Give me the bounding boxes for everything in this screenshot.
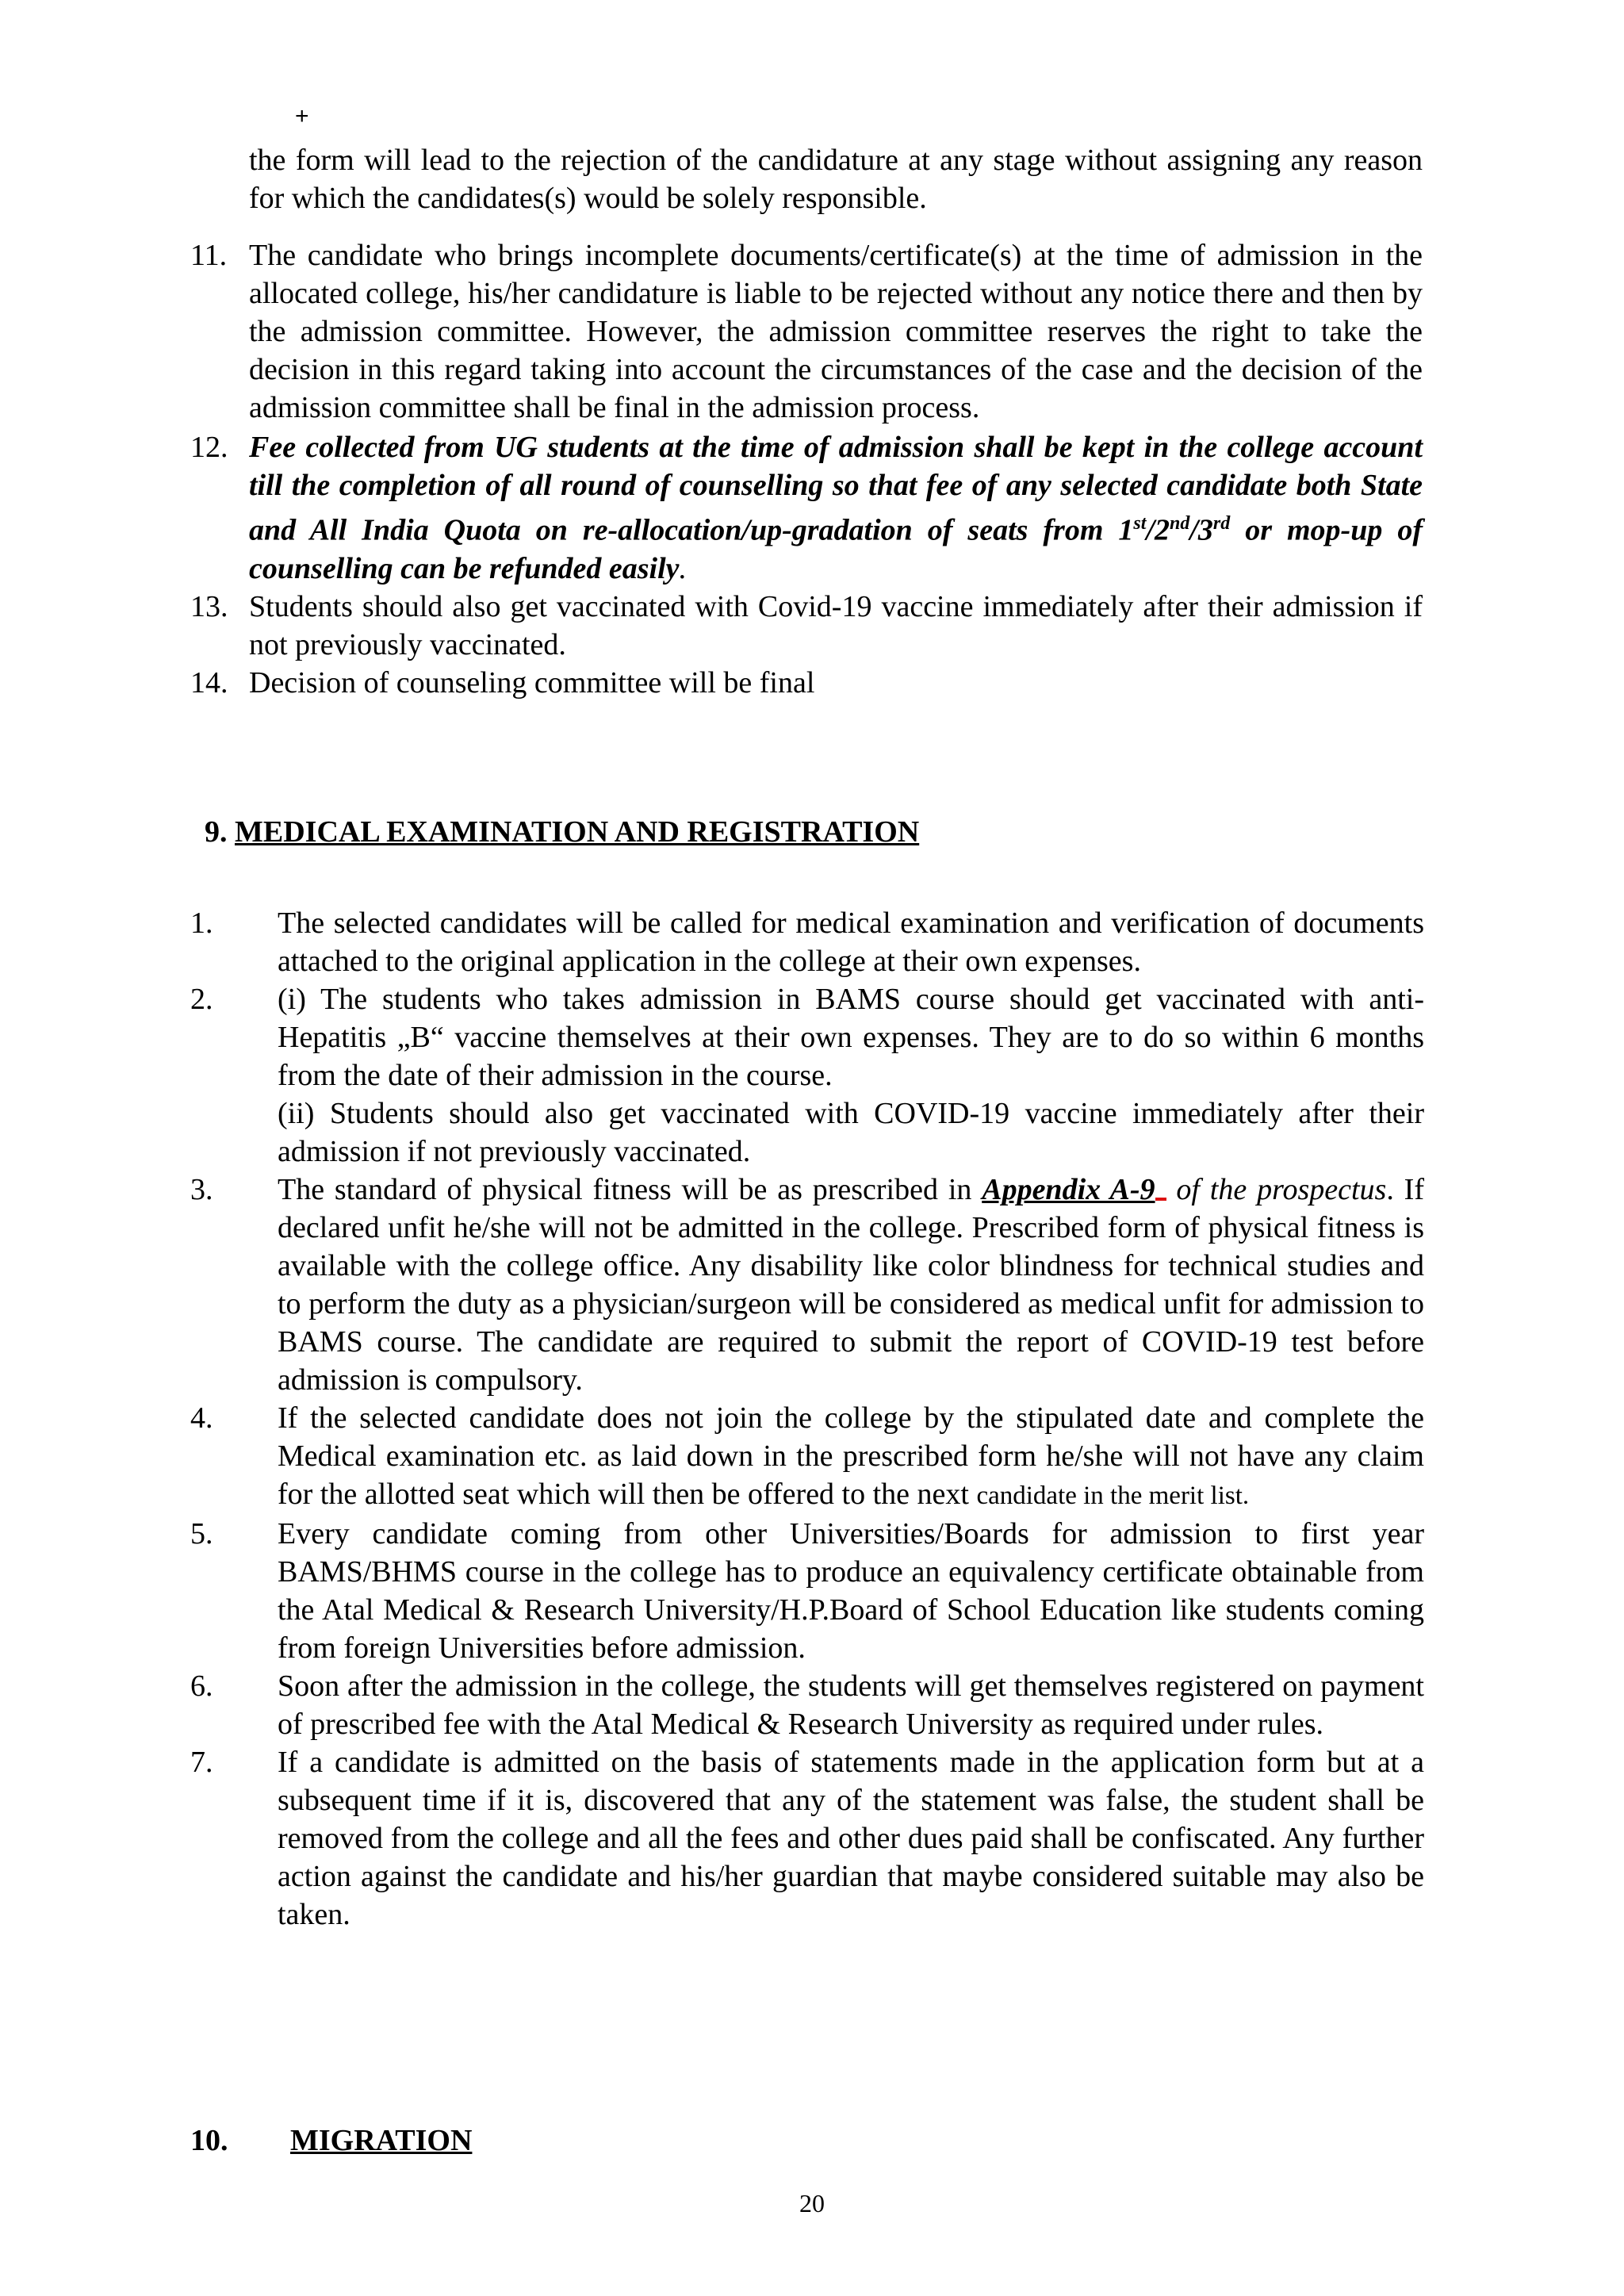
list-item (190, 428, 1424, 588)
item-text: Decision of counseling committee will be final (249, 665, 815, 700)
list-item (190, 236, 1424, 427)
item-number: 6. (190, 1669, 213, 1703)
appendix-reference-link[interactable]: Appendix A-9 (982, 1173, 1155, 1206)
list-item (190, 1743, 1424, 1934)
item-text: If the selected candidate does not join the college by the stipulated date and complete the Medical examination etc. as laid down in the prescribed form he/she will not have any claim for the allotted seat which will then be offered to the next (278, 1401, 1424, 1511)
item-number: 11. (190, 239, 228, 272)
list-item (190, 1171, 1424, 1399)
list-item (190, 1515, 1424, 1667)
item-text: Students should also get vaccinated with Covid-19 vaccine immediately after their admission if not previously vaccinated. (249, 589, 1423, 661)
list-item (190, 1667, 1424, 1743)
section-heading-9: 9. MEDICAL EXAMINATION AND REGISTRATION (205, 815, 920, 849)
item-text: The candidate who brings incomplete documents/certificate(s) at the time of admission in the allocated college, his/her candidature is liable to be rejected without any notice there and then by the admission committee. However, the admission committee reserves the right to take the decision in this regard taking into account the circumstances of the case and the decision of the admission committee shall be final in the admission process. (249, 239, 1423, 424)
item-number: 4. (190, 1401, 213, 1435)
list-item (190, 980, 1424, 1171)
item-text-part-ii: (ii) Students should also get vaccinated with COVID-19 vaccine immediately after their admission if not previously vaccinated. (278, 1097, 1424, 1168)
list-item (190, 664, 1424, 702)
item-text: Soon after the admission in the college, the students will get themselves registered on payment of prescribed fee with the Atal Medical & Research University as required under rules. (278, 1669, 1424, 1741)
item-text-physical-fitness: The standard of physical fitness will be as prescribed in Appendix A-9 of the prospectus. If declared unfit he/she will not be admitted in the college. Prescribed form of physical fitness is available with the college office. Any disability like color blindness for technical studies and to perform the duty as a physician/surgeon will be considered as medical unfit for admission to BAMS course. The candidate are required to submit the report of COVID-19 test before admission is compulsory. (278, 1173, 1424, 1397)
item-text-part-i: (i) The students who takes admission in BAMS course should get vaccinated with anti-Hepatitis „B“ vaccine themselves at their own expenses. They are to do so within 6 months from the date of their admission in the course. (278, 983, 1424, 1092)
item-number: 12. (190, 431, 228, 464)
item-number: 7. (190, 1746, 213, 1779)
item-number: 14. (190, 665, 228, 700)
item-number: 5. (190, 1517, 213, 1550)
page-number: 20 (799, 2189, 825, 2217)
item-number: 1. (190, 907, 213, 940)
item-text-fee-refund: Fee collected from UG students at the time of admission shall be kept in the college account till the completion of all round of counselling so that fee of any selected candidate both State and All India Quota on re-allocation/up-gradation of seats from 1st/2nd/3rd or mop-up of counselling can be refunded easily. (249, 431, 1423, 585)
plus-mark: + (295, 103, 309, 129)
list-item (190, 904, 1424, 980)
item-text: If a candidate is admitted on the basis of statements made in the application form but at a subsequent time if it is, discovered that any of the statement was false, the student shall be removed from the college and all the fees and other dues paid shall be confiscated. Any further action against the candidate and his/her guardian that maybe considered suitable may also be taken. (278, 1746, 1424, 1931)
continuation-paragraph: the form will lead to the rejection of the candidature at any stage without assigning any reason for which the candidates(s) would be solely responsible. (249, 144, 1423, 215)
item-text: Every candidate coming from other Universities/Boards for admission to first year BAMS/BHMS course in the college has to produce an equivalency certificate obtainable from the Atal Medical & Research University/H.P.Board of School Education like students coming from foreign Universities before admission. (278, 1517, 1424, 1665)
item-number: 3. (190, 1173, 213, 1206)
list-item (190, 1399, 1424, 1515)
rules-list-continued (190, 236, 1424, 702)
medical-examination-list (190, 904, 1424, 1934)
red-underline-mark (1155, 1198, 1166, 1201)
section-heading-10: 10. MIGRATION (190, 2124, 473, 2157)
item-number: 13. (190, 589, 228, 623)
item-text: The selected candidates will be called for medical examination and verification of documents attached to the original application in the college at their own expenses. (278, 907, 1424, 978)
item-number: 2. (190, 983, 213, 1016)
list-item (190, 588, 1424, 664)
item-text-small: candidate in the merit list. (976, 1481, 1250, 1510)
